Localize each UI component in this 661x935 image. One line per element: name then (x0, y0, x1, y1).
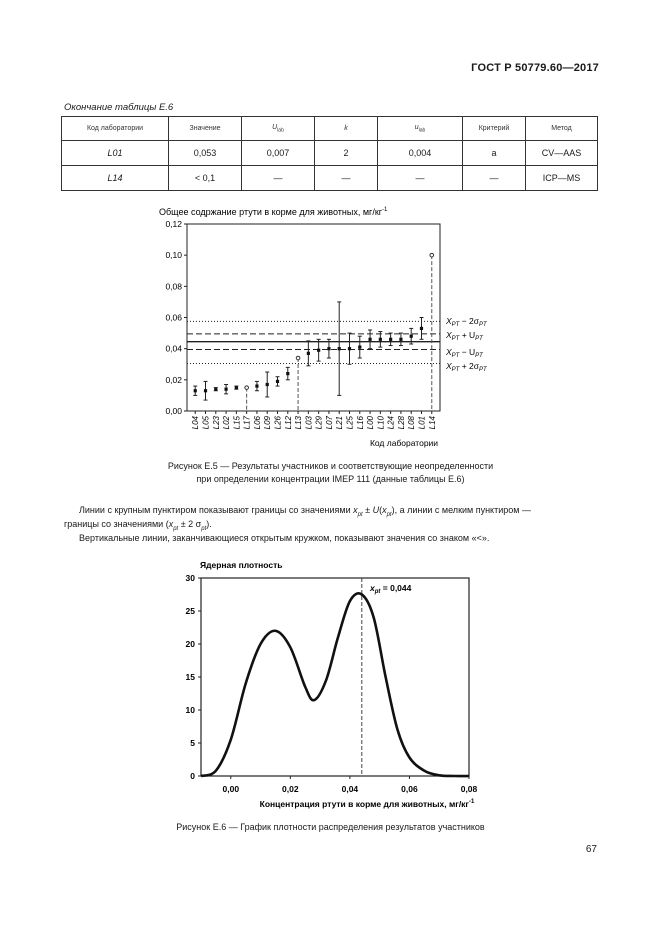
x-tick-label: L26 (273, 416, 283, 430)
x-tick-label: L14 (427, 416, 437, 430)
y-tick-label: 30 (185, 573, 195, 583)
density-curve (201, 593, 469, 776)
legend-minus-u: $X_{PT} - U_{PT}$ (446, 347, 483, 359)
table-row: L01 0,053 0,007 2 0,004 a CV—AAS (62, 141, 598, 166)
data-point (214, 388, 217, 391)
y-tick-label: 10 (185, 705, 195, 715)
table-row: L14 < 0,1 — — — — ICP—MS (62, 166, 598, 191)
y-tick-label: 0,10 (165, 250, 182, 261)
x-tick-label: L16 (355, 416, 365, 430)
x-tick-label: L00 (366, 416, 376, 430)
x-tick-label: L21 (335, 416, 345, 430)
col-method: Метод (526, 117, 598, 141)
x-tick-label: L23 (211, 416, 221, 430)
plot-frame (201, 578, 469, 776)
col-value: Значение (169, 117, 242, 141)
x-tick-label: L15 (232, 416, 242, 430)
y-tick-label: 0,08 (165, 281, 182, 292)
data-point (358, 346, 361, 349)
standard-number: ГОСТ Р 50779.60—2017 (471, 62, 599, 74)
col-k: k (315, 117, 378, 141)
page-number: 67 (585, 844, 597, 855)
x-tick-label: 0,02 (282, 784, 299, 794)
x-tick-label: L13 (294, 416, 304, 430)
y-tick-label: 15 (185, 672, 195, 682)
plot-frame (187, 224, 440, 411)
col-lab-code: Код лаборатории (62, 117, 169, 141)
fig6-caption: Рисунок Е.6 — График плотности распределения результатов участников (176, 822, 485, 832)
data-point (194, 389, 197, 392)
data-point (327, 347, 330, 350)
data-point (389, 338, 392, 341)
kernel-density-chart (0, 555, 661, 815)
paragraph-circles: Вертикальные линии, заканчивающиеся открытым кружком, показывают значения со знаком «<». (79, 533, 490, 543)
x-tick-label: L17 (242, 416, 252, 430)
y-tick-label: 0,06 (165, 312, 182, 323)
col-criterion: Критерий (463, 117, 526, 141)
vline-label: $x_{pt} = 0,044$ (370, 583, 412, 595)
y-tick-label: 0,04 (165, 343, 182, 354)
data-point (368, 338, 371, 341)
legend-minus-2sigma: $X_{PT} - 2\sigma_{PT}$ (446, 316, 487, 328)
open-circle-marker (430, 253, 434, 257)
x-tick-label: L08 (407, 416, 417, 430)
y-tick-label: 0,02 (165, 374, 182, 385)
fig6-xlabel: Концентрация ртути в корме для животных, $мг/кг^{-1}$ (259, 799, 475, 809)
data-point (379, 338, 382, 341)
x-tick-label: L12 (283, 416, 293, 430)
open-circle-marker (296, 356, 300, 360)
x-tick-label: L09 (263, 416, 273, 430)
x-tick-label: 0,04 (341, 784, 359, 794)
fig5-ylabel: Общее содржание ртути в корме для животных, $мг/кг^{-1}$ (159, 207, 388, 217)
data-point (276, 380, 279, 383)
x-tick-label: L05 (201, 416, 211, 430)
x-tick-label: L29 (314, 416, 324, 430)
data-point (317, 349, 320, 352)
data-point (420, 327, 423, 330)
data-point (338, 347, 341, 350)
x-tick-label: L02 (222, 416, 232, 430)
fig6-ylabel: Ядерная плотность (200, 560, 283, 570)
data-point (204, 389, 207, 392)
table-caption: Окончание таблицы Е.6 (64, 102, 174, 113)
paragraph-lines: Линии с крупным пунктиром показывают границы со значениями $x_{pt} \pm U(x_{pt})$, а линии с мелким пунктиром — (79, 505, 531, 518)
x-tick-label: 0,08 (460, 784, 478, 794)
data-point (410, 335, 413, 338)
data-point (286, 372, 289, 375)
lab-results-chart (0, 195, 661, 450)
results-table (61, 116, 598, 191)
x-tick-label: L07 (324, 416, 334, 430)
data-point (307, 352, 310, 355)
x-tick-label: 0,06 (401, 784, 418, 794)
data-point (399, 338, 402, 341)
y-tick-label: 0 (190, 771, 195, 781)
fig5-xlabel: Код лаборатории (369, 438, 439, 448)
x-tick-label: 0,00 (222, 784, 240, 794)
x-tick-label: L10 (376, 416, 386, 430)
x-tick-label: L03 (304, 416, 314, 430)
col-u-lab-small: $u_{lab}$ (378, 117, 463, 141)
y-tick-label: 20 (185, 639, 195, 649)
y-tick-label: 5 (190, 738, 195, 748)
col-u-lab: $U_{lab}$ (242, 117, 315, 141)
x-tick-label: L28 (396, 416, 406, 430)
data-point (266, 383, 269, 386)
data-point (255, 384, 258, 387)
x-tick-label: L04 (191, 416, 201, 430)
x-tick-label: L06 (252, 416, 262, 430)
paragraph-lines-2: границы со значениями ($x_{pt} \pm 2$ $\sigma_{pt}$). (64, 519, 212, 532)
legend-plus-2sigma: $X_{PT} + 2\sigma_{PT}$ (446, 361, 487, 373)
x-tick-label: L25 (345, 416, 355, 430)
x-tick-label: L24 (386, 416, 396, 430)
table-header-row (62, 117, 598, 141)
data-point (224, 388, 227, 391)
open-circle-marker (245, 386, 249, 390)
y-tick-label: 0,12 (165, 219, 182, 229)
fig5-caption: Рисунок Е.5 — Результаты участников и соответствующие неопределенности при определении концентрации IMEP 111 (данные таблицы Е.6) (167, 461, 494, 484)
data-point (235, 386, 238, 389)
x-tick-label: L01 (417, 416, 427, 430)
y-tick-label: 25 (185, 606, 195, 616)
data-point (348, 347, 351, 350)
legend-plus-u: $X_{PT} + U_{PT}$ (446, 330, 483, 342)
y-tick-label: 0,00 (165, 406, 182, 416)
